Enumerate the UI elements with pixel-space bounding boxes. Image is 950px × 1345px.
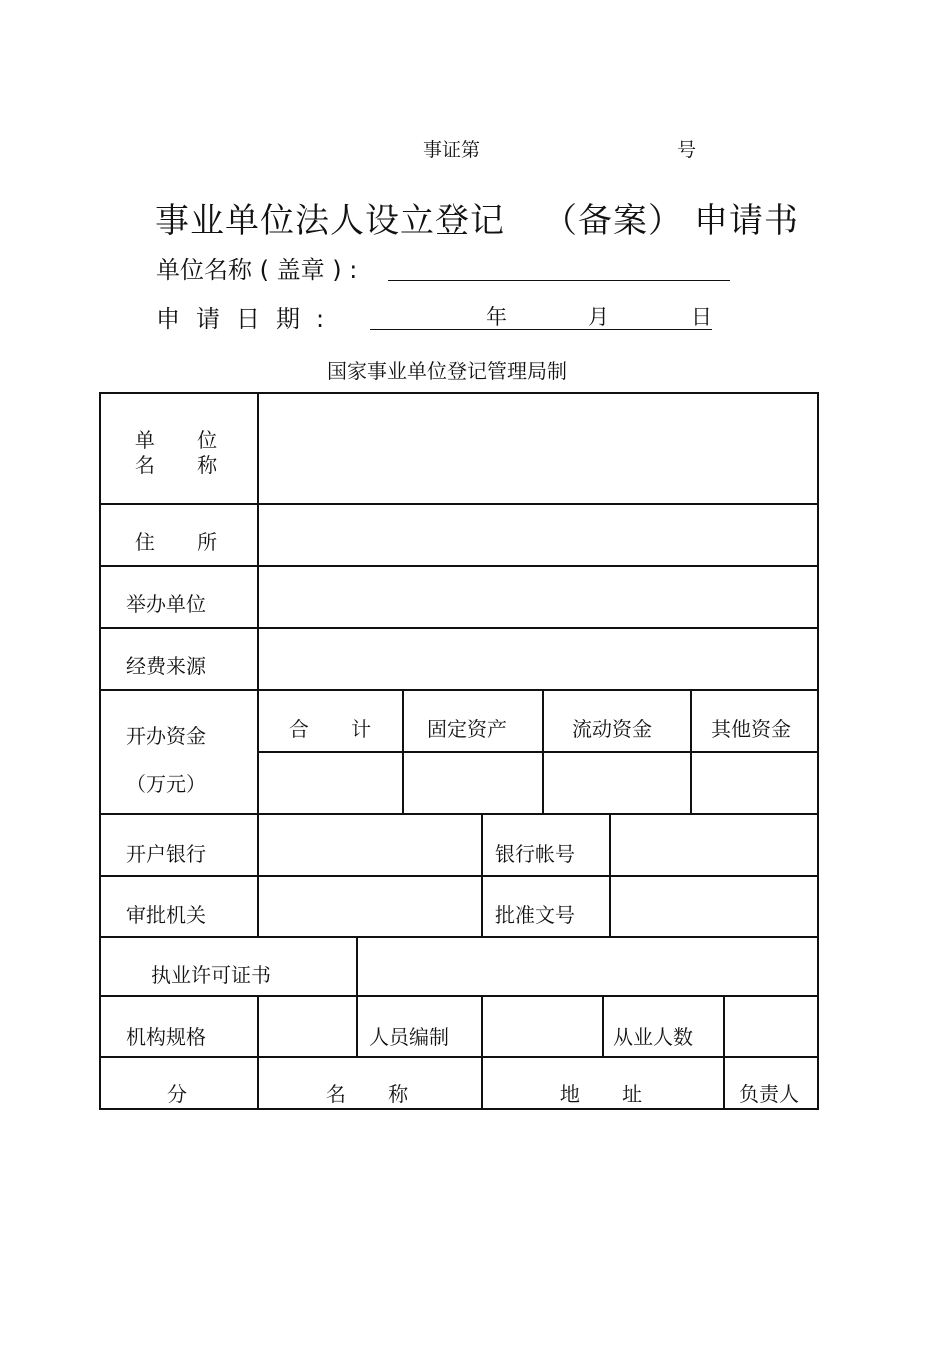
branch-head-header: 负责人 xyxy=(739,1082,799,1106)
funding-source-label: 经费来源 xyxy=(126,654,206,678)
branch-name-header: 名 称 xyxy=(325,1082,427,1106)
capital-total-header: 合 计 xyxy=(288,717,390,741)
capital-other-field[interactable] xyxy=(692,753,816,812)
unit-name-label-line2: 名 称 xyxy=(134,453,236,477)
bank-field[interactable] xyxy=(259,815,480,874)
certificate-number-prefix: 事证第 xyxy=(423,139,481,161)
application-date-field[interactable] xyxy=(370,329,712,330)
capital-label: 开办资金 xyxy=(126,724,206,748)
capital-fixed-header: 固定资产 xyxy=(427,717,507,741)
capital-unit-label: （万元） xyxy=(126,772,206,796)
table-col-divider xyxy=(602,995,604,1056)
table-col-divider xyxy=(481,813,483,936)
bank-label: 开户银行 xyxy=(126,842,206,866)
license-field[interactable] xyxy=(358,938,816,994)
table-row-divider xyxy=(99,1056,819,1058)
address-label: 住 所 xyxy=(134,530,236,554)
employees-field[interactable] xyxy=(725,997,816,1055)
unit-name-label-line1: 单 位 xyxy=(134,428,236,452)
table-border-left xyxy=(99,392,101,1109)
employees-label: 从业人数 xyxy=(613,1025,693,1049)
capital-current-header: 流动资金 xyxy=(572,717,652,741)
capital-fixed-field[interactable] xyxy=(404,753,541,812)
table-border-bottom xyxy=(99,1108,819,1110)
unit-name-seal-field[interactable] xyxy=(388,280,730,281)
approval-doc-label: 批准文号 xyxy=(495,903,575,927)
address-field[interactable] xyxy=(259,505,816,564)
table-border-right xyxy=(817,392,819,1109)
capital-other-header: 其他资金 xyxy=(711,717,791,741)
branch-address-header: 地 址 xyxy=(559,1082,661,1106)
sponsor-label: 举办单位 xyxy=(126,592,206,616)
issuer-note: 国家事业单位登记管理局制 xyxy=(327,359,567,383)
org-spec-field[interactable] xyxy=(259,997,355,1055)
table-row-divider xyxy=(99,689,819,691)
unit-name-field[interactable] xyxy=(259,394,816,502)
branch-label: 分 xyxy=(167,1082,187,1106)
document-title-filing: （备案） xyxy=(543,201,683,241)
approval-org-field[interactable] xyxy=(259,877,480,935)
capital-total-field[interactable] xyxy=(259,753,401,812)
table-row-divider xyxy=(99,995,819,997)
staffing-label: 人员编制 xyxy=(369,1025,449,1049)
approval-org-label: 审批机关 xyxy=(126,903,206,927)
sponsor-field[interactable] xyxy=(259,567,816,626)
funding-source-field[interactable] xyxy=(259,629,816,688)
date-year-label: 年 xyxy=(486,305,507,329)
application-date-label: 申请日期: xyxy=(156,305,341,333)
unit-name-seal-label: 单位名称 ( 盖章 ) : xyxy=(156,256,358,284)
staffing-field[interactable] xyxy=(483,997,601,1055)
approval-doc-field[interactable] xyxy=(611,877,816,935)
document-title: 事业单位法人设立登记 xyxy=(155,201,505,241)
bank-account-label: 银行帐号 xyxy=(495,842,575,866)
bank-account-field[interactable] xyxy=(611,815,816,874)
org-spec-label: 机构规格 xyxy=(126,1025,206,1049)
date-day-label: 日 xyxy=(691,305,712,329)
date-month-label: 月 xyxy=(588,305,609,329)
certificate-number-suffix: 号 xyxy=(677,139,697,161)
document-title-suffix: 申请书 xyxy=(694,201,799,241)
capital-current-field[interactable] xyxy=(544,753,689,812)
license-label: 执业许可证书 xyxy=(151,963,271,987)
